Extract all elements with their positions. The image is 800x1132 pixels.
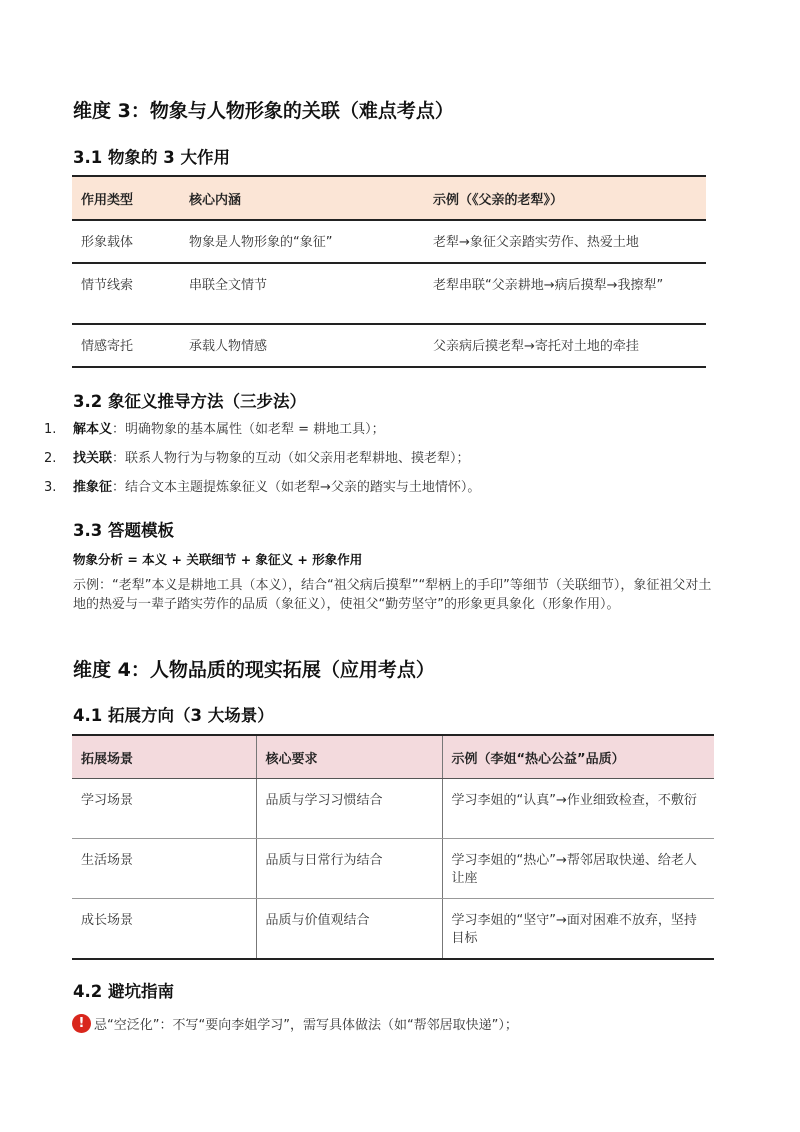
table-cell: 品质与价值观结合 (256, 899, 442, 959)
object-functions-table (72, 175, 706, 368)
exclamation-icon: ! (72, 1014, 91, 1033)
table-cell: 成长场景 (72, 899, 256, 959)
example-paragraph: 示例：“老犁”本义是耕地工具（本义），结合“祖父病后摸犁”“犁柄上的手印”等细节（关联细节），象征祖父对土地的热爱与一辈子踏实劳作的品质（象征义），使祖父“勤劳坚守”的形象更具象化（形象作用）。 (73, 578, 712, 612)
table-cell: 串联全文情节 (180, 263, 424, 324)
step-text: ：联系人物行为与物象的互动（如父亲用老犁耕地、摸老犁）； (112, 451, 470, 466)
section-4-1-heading: 4.1 拓展方向（3 大场景） (73, 706, 274, 725)
table-header-cell: 拓展场景 (72, 735, 256, 779)
section-3-3-heading: 3.3 答题模板 (73, 521, 174, 540)
extension-scenarios-table (72, 734, 714, 960)
list-number: 3. (44, 480, 57, 495)
table-cell: 物象是人物形象的“象征” (180, 220, 424, 263)
table-cell: 情节线索 (72, 263, 180, 324)
table-header-cell: 核心内涵 (180, 176, 424, 220)
table-cell: 品质与日常行为结合 (256, 839, 442, 899)
table-cell: 父亲病后摸老犁→寄托对土地的牵挂 (424, 324, 706, 367)
table-cell: 学习李姐的“热心”→帮邻居取快递、给老人让座 (442, 839, 714, 899)
table-row (72, 324, 706, 367)
step-text: ：明确物象的基本属性（如老犁 = 耕地工具）； (112, 422, 385, 437)
list-number: 1. (44, 422, 57, 437)
section-4-2-heading: 4.2 避坑指南 (73, 982, 174, 1001)
table-cell: 学习场景 (72, 779, 256, 839)
answer-formula: 物象分析 = 本义 + 关联细节 + 象征义 + 形象作用 (73, 552, 363, 567)
step-label: 解本义 (73, 422, 113, 437)
step-text: ：结合文本主题提炼象征义（如老犁→父亲的踏实与土地情怀）。 (112, 480, 481, 495)
dimension-3-heading: 维度 3：物象与人物形象的关联（难点考点） (73, 100, 454, 122)
step-label: 找关联 (73, 451, 113, 466)
table-header-row (72, 735, 714, 779)
pitfall-tip: 忌“空泛化”：不写“要向李姐学习”，需写具体做法（如“帮邻居取快递”）； (94, 1018, 518, 1033)
table-row (72, 220, 706, 263)
table-header-cell: 示例（李姐“热心公益”品质） (442, 735, 714, 779)
table-header-cell: 作用类型 (72, 176, 180, 220)
table-row (72, 779, 714, 839)
table-row (72, 263, 706, 324)
table-header-cell: 示例（《父亲的老犁》） (424, 176, 706, 220)
table-cell: 形象载体 (72, 220, 180, 263)
table-cell: 老犁串联“父亲耕地→病后摸犁→我擦犁” (424, 263, 706, 324)
list-number: 2. (44, 451, 57, 466)
step-label: 推象征 (73, 480, 113, 495)
table-header-cell: 核心要求 (256, 735, 442, 779)
table-cell: 学习李姐的“认真”→作业细致检查，不敷衍 (442, 779, 714, 839)
table-cell: 承载人物情感 (180, 324, 424, 367)
section-3-1-heading: 3.1 物象的 3 大作用 (73, 148, 230, 167)
dimension-4-heading: 维度 4：人物品质的现实拓展（应用考点） (73, 659, 435, 681)
table-row (72, 839, 714, 899)
table-cell: 生活场景 (72, 839, 256, 899)
table-row (72, 899, 714, 959)
section-3-2-heading: 3.2 象征义推导方法（三步法） (73, 392, 306, 411)
table-cell: 老犁→象征父亲踏实劳作、热爱土地 (424, 220, 706, 263)
table-cell: 情感寄托 (72, 324, 180, 367)
table-cell: 品质与学习习惯结合 (256, 779, 442, 839)
table-header-row (72, 176, 706, 220)
table-cell: 学习李姐的“坚守”→面对困难不放弃，坚持目标 (442, 899, 714, 959)
